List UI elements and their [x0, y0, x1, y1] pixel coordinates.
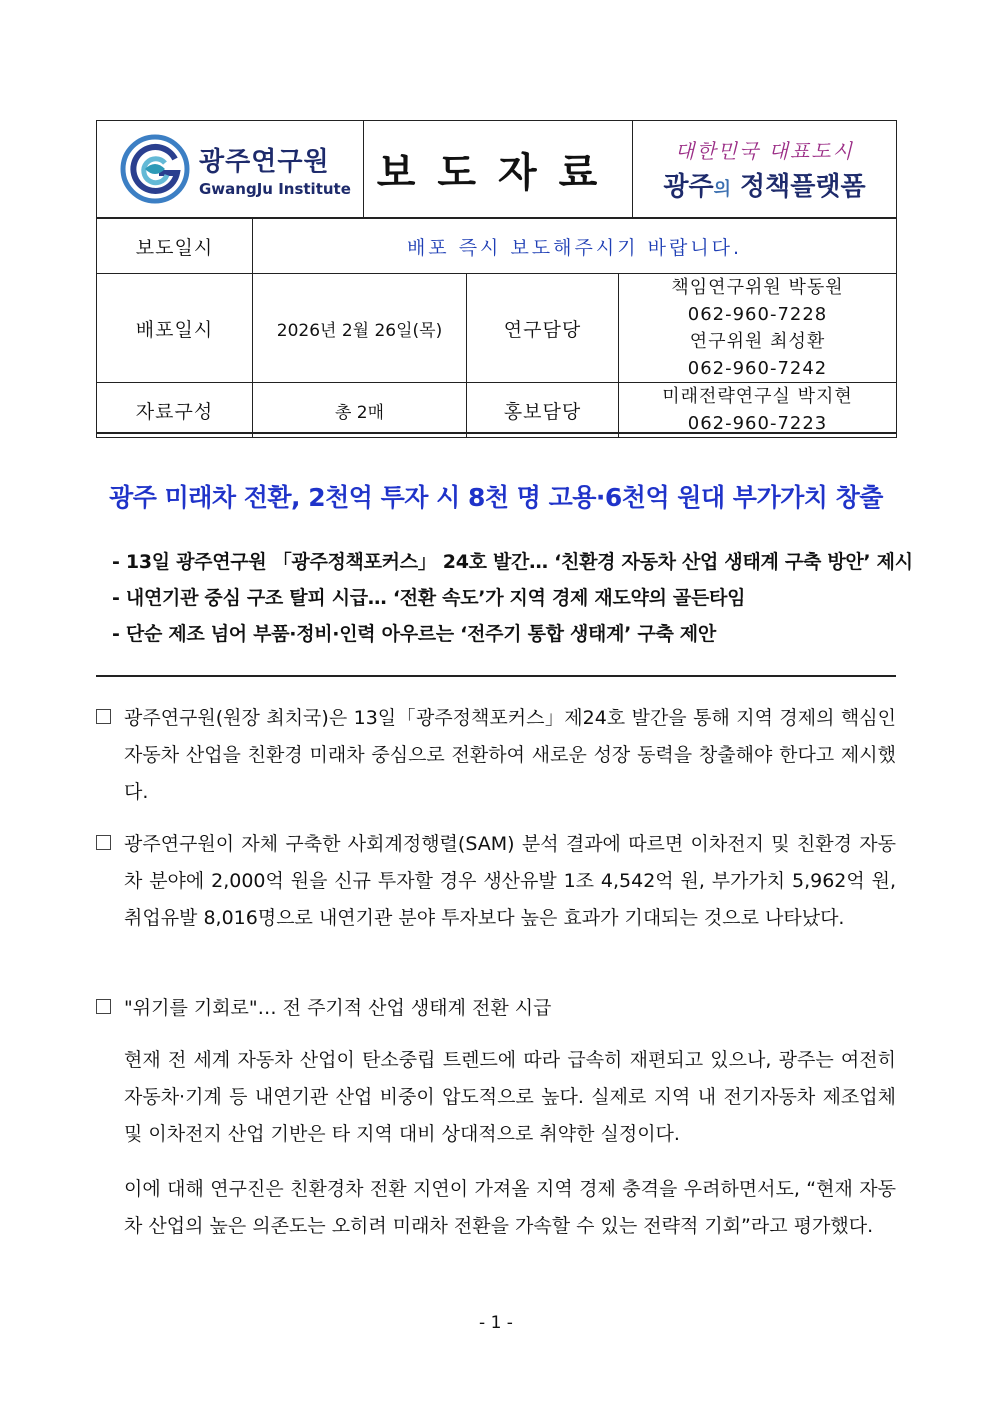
org-name-kr: 광주연구원	[199, 146, 330, 177]
research-contact-line: 062-960-7228	[687, 304, 828, 325]
research-contact-line: 연구위원 최성환	[689, 331, 826, 352]
slogan-city: 광주	[663, 172, 714, 202]
research-contact-line: 책임연구위원 박동원	[671, 277, 844, 298]
paragraph	[96, 990, 896, 1027]
paragraph	[96, 826, 896, 937]
pr-contact-label: 홍보담당	[467, 383, 619, 438]
section-heading: "위기를 기회로"… 전 주기적 산업 생태계 전환 시급	[124, 997, 552, 1019]
paragraph-text: 이에 대해 연구진은 친환경차 전환 지연이 가져올 지역 경제 충격을 우려하면서도, “현재 자동차 산업의 높은 의존도는 오히려 미래차 전환을 가속할 수 있는 전략적 기회”라고 평가했다.	[124, 1178, 896, 1237]
logo-cell	[97, 121, 364, 218]
subheading: - 13일 광주연구원 「광주정책포커스」 24호 발간… ‘친환경 자동차 산업 생태계 구축 방안’ 제시	[112, 551, 913, 573]
org-name-en: GwangJu Institute	[199, 179, 351, 198]
paragraph-text: 광주연구원이 자체 구축한 사회계정행렬(SAM) 분석 결과에 따르면 이차전지 및 친환경 자동차 분야에 2,000억 원을 신규 투자할 경우 생산유발 1조 4,542억 원, 부가가치 5,962억 원, 취업유발 8,016명으로 내연기관 분야 투자보다 높은 효과가 기대되는 것으로 나타났다.	[124, 833, 896, 929]
page-number: - 1 -	[479, 1313, 513, 1333]
headline: 광주 미래차 전환, 2천억 투자 시 8천 명 고용·6천억 원대 부가가치 창출	[109, 483, 883, 512]
checkbox-bullet-icon	[96, 835, 111, 850]
gwangju-institute-logo-icon	[119, 133, 191, 205]
paragraph-text: 현재 전 세계 자동차 산업이 탄소중립 트렌드에 따라 급속히 재편되고 있으나, 광주는 여전히 자동차·기계 등 내연기관 산업 비중이 압도적으로 높다. 실제로 지역 내 전기자동차 제조업체 및 이차전지 산업 기반은 타 지역 대비 상대적으로 취약한 실정이다.	[124, 1049, 896, 1145]
divider	[96, 432, 896, 434]
info-table	[96, 218, 897, 438]
divider	[96, 675, 896, 677]
dist-date-value: 2026년 2월 26일(목)	[253, 274, 467, 383]
pr-contact-line: 062-960-7223	[687, 413, 828, 434]
subheadings	[112, 544, 913, 652]
slogan-particle: 의	[713, 179, 731, 200]
material-value: 총 2매	[253, 383, 467, 438]
research-contact-value	[619, 274, 897, 383]
slogan-cell	[633, 121, 897, 218]
checkbox-bullet-icon	[96, 999, 111, 1014]
subheading: - 내연기관 중심 구조 탈피 시급… ‘전환 속도’가 지역 경제 재도약의 골든타임	[112, 587, 746, 609]
paragraph	[96, 700, 896, 811]
doc-type-cell	[364, 121, 633, 218]
pr-contact-line: 미래전략연구실 박지현	[662, 386, 853, 407]
slogan-rest: 정책플랫폼	[740, 172, 866, 202]
slogan-top: 대한민국 대표도시	[675, 139, 854, 163]
research-contact-label: 연구담당	[467, 274, 619, 383]
pr-contact-value	[619, 383, 897, 438]
material-label: 자료구성	[97, 383, 253, 438]
subheading: - 단순 제조 넘어 부품·정비·인력 아우르는 ‘전주기 통합 생태계’ 구축 제안	[112, 623, 716, 645]
header-table	[96, 120, 897, 218]
slogan-bottom	[633, 166, 896, 203]
research-contact-line: 062-960-7242	[687, 358, 828, 379]
report-date-label: 보도일시	[97, 219, 253, 274]
paragraph-text: 광주연구원(원장 최치국)은 13일「광주정책포커스」제24호 발간을 통해 지역 경제의 핵심인 자동차 산업을 친환경 미래차 중심으로 전환하여 새로운 성장 동력을 창출해야 한다고 제시했다.	[124, 707, 896, 803]
doc-type-title: 보도자료	[376, 149, 620, 196]
checkbox-bullet-icon	[96, 709, 111, 724]
report-date-value: 배포 즉시 보도해주시기 바랍니다.	[253, 219, 897, 274]
dist-date-label: 배포일시	[97, 274, 253, 383]
